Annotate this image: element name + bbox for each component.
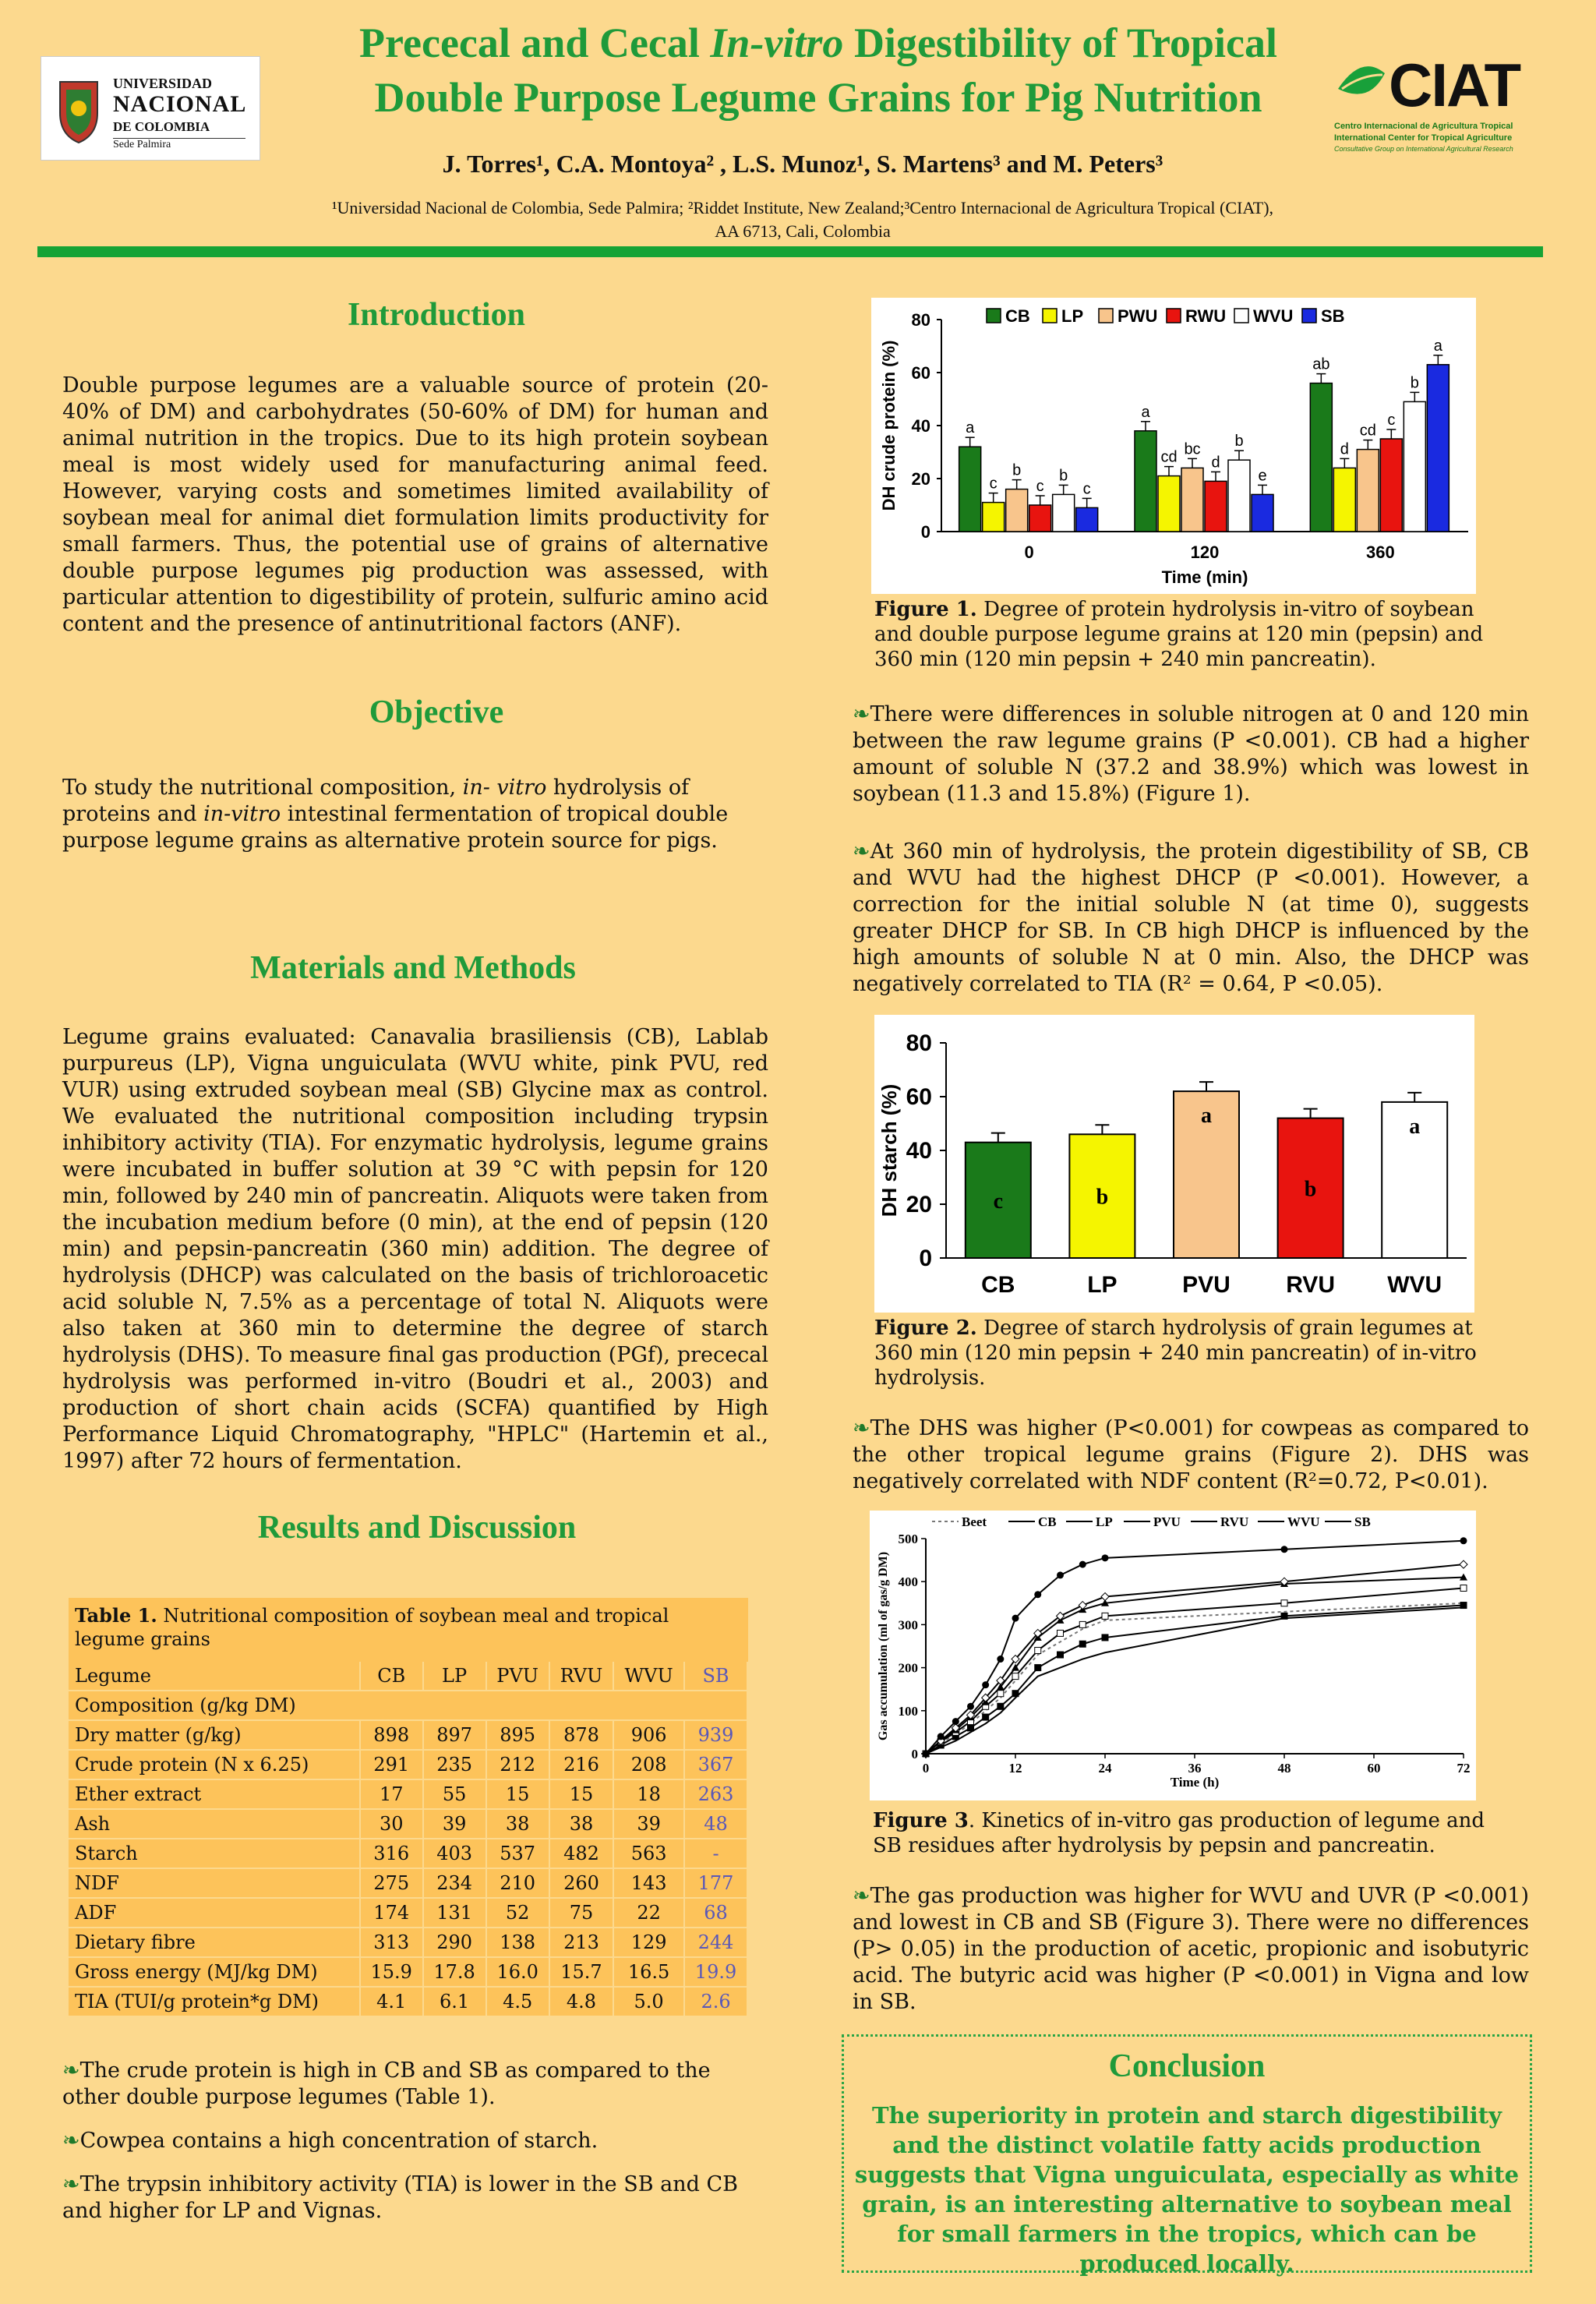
legend-label: WVU xyxy=(1287,1514,1320,1529)
x-tick-label: 360 xyxy=(1365,542,1395,562)
data-point xyxy=(1460,1585,1467,1591)
table-row xyxy=(69,1839,747,1868)
data-point xyxy=(967,1703,974,1710)
cell-value: 263 xyxy=(684,1779,747,1809)
data-point xyxy=(982,1681,989,1688)
series-line xyxy=(926,1607,1464,1754)
table-row xyxy=(69,1720,747,1750)
legend-label: PWU xyxy=(1118,306,1158,326)
series-line xyxy=(926,1578,1464,1754)
legend-label: SB xyxy=(1321,306,1345,326)
cell-value: 235 xyxy=(423,1750,486,1779)
figure-2-caption: Figure 2. Degree of starch hydrolysis of grain legumes at 360 min (120 min pepsin + 240 min pancreatin) of in-vitro hydrolysis. xyxy=(874,1316,1477,1390)
bar xyxy=(1205,481,1227,532)
table-row xyxy=(69,1868,747,1898)
header-divider xyxy=(37,246,1543,257)
table-caption: Table 1. Nutritional composition of soybean meal and tropical legume grains xyxy=(75,1604,669,1650)
cell-value: 129 xyxy=(613,1928,684,1957)
legend-swatch xyxy=(1234,309,1248,323)
legend-swatch xyxy=(1302,309,1316,323)
data-point xyxy=(1034,1591,1041,1598)
figure-2-svg xyxy=(874,1015,1474,1313)
significance-letter: bc xyxy=(1184,440,1201,458)
bar xyxy=(1029,505,1051,532)
unal-line4: Sede Palmira xyxy=(113,138,245,151)
data-point xyxy=(1460,1560,1467,1568)
figure-1-caption: Figure 1. Degree of protein hydrolysis in-vitro of soybean and double purpose legume grains at 120 min (pepsin) and 360 min (120 min pepsin + 240 min pancreatin). xyxy=(874,598,1484,671)
x-tick-label: CB xyxy=(981,1272,1015,1298)
row-label: Starch xyxy=(69,1839,360,1868)
cell-value: 213 xyxy=(549,1928,613,1957)
y-axis-label: Gas accumulation (ml of gas/g DM) xyxy=(877,1551,890,1741)
significance-letter: b xyxy=(1234,433,1244,451)
significance-letter: b xyxy=(1012,461,1022,479)
legend-swatch xyxy=(987,309,1001,323)
bar xyxy=(1252,494,1273,532)
data-point xyxy=(1281,1600,1287,1606)
data-point xyxy=(1101,1593,1109,1601)
x-tick-label: RVU xyxy=(1286,1272,1336,1298)
cell-value: 290 xyxy=(423,1928,486,1957)
row-label: Legume xyxy=(69,1662,360,1691)
ciat-logo xyxy=(1334,51,1545,164)
data-point xyxy=(998,1703,1004,1709)
significance-letter: d xyxy=(1211,454,1220,472)
table-row xyxy=(69,1750,747,1779)
cell-value: 897 xyxy=(423,1720,486,1750)
y-tick-label: 60 xyxy=(911,363,930,383)
ciat-sub3: Consultative Group on International Agricultural Research xyxy=(1334,145,1513,153)
cell-value: 138 xyxy=(486,1928,549,1957)
authors: J. Torres¹, C.A. Montoya² , L.S. Munoz¹, S. Martens³ and M. Peters³ xyxy=(442,150,1163,178)
cell-value: 15 xyxy=(486,1779,549,1809)
bar xyxy=(1380,439,1402,532)
cell-value: PVU xyxy=(486,1662,549,1691)
figure-1-chart xyxy=(871,298,1476,594)
unal-line2: NACIONAL xyxy=(113,91,247,117)
cell-value: RVU xyxy=(549,1662,613,1691)
x-tick-label: 72 xyxy=(1457,1761,1471,1776)
x-tick-label: PVU xyxy=(1182,1272,1231,1298)
x-tick-label: 36 xyxy=(1188,1761,1202,1776)
row-label: Dry matter (g/kg) xyxy=(69,1720,360,1750)
x-tick-label: WVU xyxy=(1387,1272,1442,1298)
bar xyxy=(1333,468,1355,532)
cell-value: 177 xyxy=(684,1868,747,1898)
table-header-row xyxy=(69,1662,747,1691)
crest-icon xyxy=(55,74,102,144)
row-label: Crude protein (N x 6.25) xyxy=(69,1750,360,1779)
significance-letter: b xyxy=(1410,374,1419,392)
legend-label: PVU xyxy=(1153,1514,1181,1529)
row-label: Ash xyxy=(69,1809,360,1839)
data-point xyxy=(1102,1613,1108,1619)
cell-value: 48 xyxy=(684,1809,747,1839)
cell-value: 16.5 xyxy=(613,1957,684,1987)
table-1 xyxy=(69,1598,748,2017)
cell-value: WVU xyxy=(613,1662,684,1691)
cell-value: 2.6 xyxy=(684,1987,747,2016)
figure-3-svg xyxy=(870,1511,1476,1800)
table-row xyxy=(69,1779,747,1809)
cell-value: 210 xyxy=(486,1868,549,1898)
conclusion-heading: Conclusion xyxy=(1108,2048,1266,2084)
y-tick-label: 60 xyxy=(906,1084,932,1110)
unal-logo xyxy=(41,56,260,161)
methods-heading: Materials and Methods xyxy=(250,950,576,986)
significance-letter: cd xyxy=(1359,422,1376,440)
y-tick-label: 20 xyxy=(906,1192,932,1217)
cell-value: 39 xyxy=(613,1809,684,1839)
cell-value: 898 xyxy=(360,1720,423,1750)
cell-value: 38 xyxy=(486,1809,549,1839)
cell-value: 895 xyxy=(486,1720,549,1750)
data-point xyxy=(1058,1652,1064,1658)
y-tick-label: 40 xyxy=(906,1138,932,1164)
y-tick-label: 40 xyxy=(911,416,930,436)
cell-value: 316 xyxy=(360,1839,423,1868)
cell-value: 4.8 xyxy=(549,1987,613,2016)
y-tick-label: 0 xyxy=(919,1246,932,1271)
cell-value: LP xyxy=(423,1662,486,1691)
cell-value: 30 xyxy=(360,1809,423,1839)
cell-value: 68 xyxy=(684,1898,747,1928)
y-tick-label: 500 xyxy=(898,1532,918,1546)
significance-letter: b xyxy=(1304,1177,1317,1202)
data-point xyxy=(997,1656,1004,1663)
cell-value: 482 xyxy=(549,1839,613,1868)
y-tick-label: 0 xyxy=(911,1747,918,1762)
x-axis-label: Time (min) xyxy=(1161,567,1248,587)
cell-value: 19.9 xyxy=(684,1957,747,1987)
legend-label: LP xyxy=(1061,306,1084,326)
figure-3-chart xyxy=(870,1511,1476,1800)
cell-value: 878 xyxy=(549,1720,613,1750)
figure-1-svg xyxy=(871,298,1476,594)
x-tick-label: 24 xyxy=(1098,1761,1112,1776)
figure-2-chart xyxy=(874,1015,1474,1313)
cell-value: 16.0 xyxy=(486,1957,549,1987)
x-tick-label: 12 xyxy=(1008,1761,1022,1776)
cell-value: 131 xyxy=(423,1898,486,1928)
cell-value: 15 xyxy=(549,1779,613,1809)
cell-value: 15.7 xyxy=(549,1957,613,1987)
row-label: NDF xyxy=(69,1868,360,1898)
bullet-dhs: ❧ The DHS was higher (P<0.001) for cowpeas as compared to the other tropical legume grains (Figure 2). DHS was negatively correlated with NDF content (R²=0.72, P<0.01). xyxy=(853,1415,1529,1495)
ciat-sub1: Centro Internacional de Agricultura Tropical xyxy=(1334,122,1513,131)
cell-value: 52 xyxy=(486,1898,549,1928)
data-point xyxy=(1035,1648,1041,1654)
x-tick-label: 0 xyxy=(1024,542,1034,562)
bullet-tia: ❧ The trypsin inhibitory activity (TIA) is lower in the SB and CB and higher for LP and Vignas. xyxy=(62,2171,768,2224)
ciat-leaf-icon xyxy=(1334,58,1389,112)
results-left-bullets xyxy=(62,2058,768,2224)
cell-value: 208 xyxy=(613,1750,684,1779)
bar xyxy=(983,503,1005,532)
x-tick-label: 120 xyxy=(1190,542,1220,562)
bar xyxy=(959,447,981,532)
cell-value: 38 xyxy=(549,1809,613,1839)
cell-value: 275 xyxy=(360,1868,423,1898)
legend-label: SB xyxy=(1354,1514,1371,1529)
legend-label: RWU xyxy=(1185,306,1227,326)
cell-value: 906 xyxy=(613,1720,684,1750)
bullet-crude-protein: ❧ The crude protein is high in CB and SB as compared to the other double purpose legumes (Table 1). xyxy=(62,2058,768,2111)
significance-letter: cd xyxy=(1160,448,1178,466)
row-label: Dietary fibre xyxy=(69,1928,360,1957)
ciat-sub2: International Center for Tropical Agriculture xyxy=(1334,133,1513,143)
introduction-text: Double purpose legumes are a valuable source of protein (20-40% of DM) and carbohydrates (50-60% of DM) for human and animal nutrition in the tropics. Due to its high protein soybean meal is most widely used for manufacturing animal feed. However, varying costs and sometimes limited availability of soybean meal for animal diet formulation limits productivity for small farmers. Thus, the potential use of grains of alternative double purpose legumes pig production was assessed, with particular attention to digestibility of protein, sulfuric amino acid content and the presence of antinutritional factors (ANF). xyxy=(62,373,768,636)
y-tick-label: 0 xyxy=(920,522,930,542)
legend-label: LP xyxy=(1096,1514,1113,1529)
objective-heading: Objective xyxy=(369,694,504,730)
bullet-dhcp: ❧ At 360 min of hydrolysis, the protein digestibility of SB, CB and WVU had the highest DHCP (P <0.001). However, a correction for the initial soluble N (at time 0), suggests greater DHCP for SB. In CB high DHCP is influenced by the high amounts of soluble N at 0 min. Also, the DHCP was negatively correlated to TIA (R² = 0.64, P <0.05). xyxy=(853,839,1529,998)
row-label: Gross energy (MJ/kg DM) xyxy=(69,1957,360,1987)
significance-letter: c xyxy=(1036,478,1044,495)
significance-letter: ab xyxy=(1312,355,1330,373)
ciat-name: CIAT xyxy=(1389,51,1520,119)
legend-swatch xyxy=(1167,309,1181,323)
cell-value: 55 xyxy=(423,1779,486,1809)
conclusion-text: The superiority in protein and starch digestibility and the distinct volatile fatty acids production suggests that Vigna unguiculata, especially as white grain, is an interesting alternative to soybean meal for small farmers in the tropics, which can be produced locally. xyxy=(854,2102,1520,2277)
x-axis-label: Time (h) xyxy=(1170,1775,1220,1790)
data-point xyxy=(1035,1665,1041,1671)
x-tick-label: LP xyxy=(1087,1272,1118,1298)
x-tick-label: 0 xyxy=(922,1761,930,1776)
data-point xyxy=(1460,1537,1467,1544)
objective-text: To study the nutritional composition, in- vitro hydrolysis of proteins and in-vitro intestinal fermentation of tropical double purpose legume grains as alternative protein source for pigs. xyxy=(62,776,729,853)
data-point xyxy=(1057,1571,1064,1578)
data-point xyxy=(1079,1621,1086,1627)
cell-value: 18 xyxy=(613,1779,684,1809)
significance-letter: b xyxy=(1059,467,1068,485)
cell-value: 5.0 xyxy=(613,1987,684,2016)
table-row xyxy=(69,1809,747,1839)
cell-value: 403 xyxy=(423,1839,486,1868)
cell-value: 17.8 xyxy=(423,1957,486,1987)
cell-value: - xyxy=(684,1839,747,1868)
table-row xyxy=(69,1928,747,1957)
bar xyxy=(1158,476,1180,532)
y-tick-label: 400 xyxy=(898,1574,918,1590)
bullet-starch: ❧ Cowpea contains a high concentration of starch. xyxy=(62,2128,768,2154)
cell-value: 313 xyxy=(360,1928,423,1957)
y-axis-label: DH crude protein (%) xyxy=(879,340,899,511)
bar xyxy=(1310,383,1332,532)
bar xyxy=(1181,468,1203,532)
introduction-heading: Introduction xyxy=(348,297,525,333)
cell-value: 15.9 xyxy=(360,1957,423,1987)
data-point xyxy=(1079,1561,1086,1568)
data-point xyxy=(1012,1673,1019,1680)
cell-value: 22 xyxy=(613,1898,684,1928)
cell-value: CB xyxy=(360,1662,423,1691)
bar xyxy=(1357,450,1379,532)
y-tick-label: 100 xyxy=(898,1703,918,1719)
cell-value: 6.1 xyxy=(423,1987,486,2016)
cell-value: SB xyxy=(684,1662,747,1691)
significance-letter: a xyxy=(1409,1114,1421,1139)
bar xyxy=(1427,365,1449,532)
legend-label: WVU xyxy=(1253,306,1294,326)
cell-value: 17 xyxy=(360,1779,423,1809)
row-label: TIA (TUI/g protein*g DM) xyxy=(69,1987,360,2016)
significance-letter: c xyxy=(1082,480,1091,498)
legend-label: CB xyxy=(1005,306,1030,326)
bar xyxy=(1135,431,1156,532)
cell-value: 212 xyxy=(486,1750,549,1779)
conclusion-box xyxy=(842,2034,1532,2277)
data-point xyxy=(937,1733,945,1740)
data-point xyxy=(1058,1630,1064,1636)
row-label: Ether extract xyxy=(69,1779,360,1809)
results-heading: Results and Discussion xyxy=(257,1510,577,1546)
bar xyxy=(1076,507,1098,532)
cell-value: 216 xyxy=(549,1750,613,1779)
legend-swatch xyxy=(1099,309,1113,323)
y-tick-label: 300 xyxy=(898,1617,918,1633)
affiliations: ¹Universidad Nacional de Colombia, Sede Palmira; ²Riddet Institute, New Zealand;³Centro Internacional de Agricultura Tropical (CIAT), AA 6713, Cali, Colombia xyxy=(331,198,1274,241)
cell-value: 291 xyxy=(360,1750,423,1779)
bar xyxy=(1404,401,1425,532)
legend-swatch xyxy=(1043,309,1057,323)
table-subheader: Composition (g/kg DM) xyxy=(69,1691,747,1720)
cell-value: 939 xyxy=(684,1720,747,1750)
significance-letter: d xyxy=(1340,440,1349,458)
cell-value: 367 xyxy=(684,1750,747,1779)
cell-value: 260 xyxy=(549,1868,613,1898)
table-row xyxy=(69,1898,747,1928)
significance-letter: a xyxy=(1141,403,1150,421)
cell-value: 4.1 xyxy=(360,1987,423,2016)
unal-line3: DE COLOMBIA xyxy=(113,119,210,134)
cell-value: 244 xyxy=(684,1928,747,1957)
cell-value: 537 xyxy=(486,1839,549,1868)
bar xyxy=(1053,494,1075,532)
significance-letter: e xyxy=(1258,467,1267,485)
composition-table xyxy=(69,1662,748,2017)
y-tick-label: 80 xyxy=(906,1030,932,1056)
bar xyxy=(1006,489,1028,532)
figure-3-caption: Figure 3. Kinetics of in-vitro gas production of legume and SB residues after hydrolysis by pepsin and pancreatin. xyxy=(873,1809,1485,1857)
bar xyxy=(1228,460,1250,532)
table-row xyxy=(69,1987,747,2016)
unal-line1: UNIVERSIDAD xyxy=(113,76,213,91)
significance-letter: c xyxy=(1387,412,1396,429)
legend-label: Beet xyxy=(962,1514,987,1529)
row-label: ADF xyxy=(69,1898,360,1928)
cell-value: 75 xyxy=(549,1898,613,1928)
table-subheader-row xyxy=(69,1691,747,1720)
x-tick-label: 60 xyxy=(1367,1761,1381,1776)
data-point xyxy=(1102,1634,1108,1641)
cell-value: 4.5 xyxy=(486,1987,549,2016)
table-row xyxy=(69,1957,747,1987)
data-point xyxy=(952,1718,959,1725)
cell-value: 39 xyxy=(423,1809,486,1839)
legend-label: CB xyxy=(1038,1514,1057,1529)
significance-letter: a xyxy=(1201,1104,1212,1129)
data-point xyxy=(1281,1546,1288,1553)
cell-value: 143 xyxy=(613,1868,684,1898)
significance-letter: c xyxy=(989,475,998,493)
x-tick-label: 48 xyxy=(1277,1761,1291,1776)
significance-letter: a xyxy=(1433,337,1442,355)
bullet-soluble-n: ❧ There were differences in soluble nitrogen at 0 and 120 min between the raw legume grains (P <0.001). CB had a higher amount of soluble N (37.2 and 38.9%) which was lowest in soybean (11.3 and 15.8%) (Figure 1). xyxy=(853,701,1529,807)
data-point xyxy=(1102,1554,1109,1561)
cell-value: 174 xyxy=(360,1898,423,1928)
data-point xyxy=(998,1691,1004,1697)
y-tick-label: 80 xyxy=(911,310,930,330)
cell-value: 234 xyxy=(423,1868,486,1898)
bullet-gas: ❧ The gas production was higher for WVU and UVR (P <0.001) and lowest in CB and SB (Figure 3). There were no differences (P> 0.05) in the production of acetic, propionic and isobutyric acid. The butyric acid was higher (P <0.001) in Vigna and low in SB. xyxy=(853,1883,1529,2016)
data-point xyxy=(1079,1641,1086,1647)
significance-letter: b xyxy=(1096,1185,1109,1210)
data-point xyxy=(1012,1615,1019,1622)
significance-letter: a xyxy=(966,419,975,437)
significance-letter: c xyxy=(993,1189,1004,1214)
cell-value: 563 xyxy=(613,1839,684,1868)
legend-label: RVU xyxy=(1220,1514,1249,1529)
y-tick-label: 20 xyxy=(911,469,930,489)
poster-title: Prececal and Cecal In-vitro Digestibility of Tropical Double Purpose Legume Grains for Pig Nutrition xyxy=(359,19,1277,121)
methods-text: Legume grains evaluated: Canavalia brasiliensis (CB), Lablab purpureus (LP), Vigna unguiculata (WVU white, pink PVU, red VUR) using extruded soybean meal (SB) Glycine max as control. We evaluated the nutritional composition including trypsin inhibitory activity (TIA). For enzymatic hydrolysis, legume grains were incubated in buffer solution at 39 °C with pepsin for 120 min, followed by 240 min of pancreatin. Aliquots were taken from the incubation medium before (0 min), at the end of pepsin (120 min) and pepsin-pancreatin (360 min) addition. The degree of hydrolysis (DHCP) was calculated on the basis of trichloroacetic acid soluble N, 7.5% as a percentage of total N. Aliquots were also taken at 360 min to determine the degree of starch hydrolysis (DHS). To measure final gas production (PGf), prececal hydrolysis was performed in-vitro (Boudri et al., 2003) and production of short chain acids (SCFA) quantified by High Performance Liquid Chromatography, "HPLC" (Hartemin et al., 1997) after 72 hours of fermentation. xyxy=(62,1025,768,1473)
data-point xyxy=(983,1714,989,1720)
y-axis-label: DH starch (%) xyxy=(877,1083,901,1217)
y-tick-label: 200 xyxy=(898,1660,918,1676)
